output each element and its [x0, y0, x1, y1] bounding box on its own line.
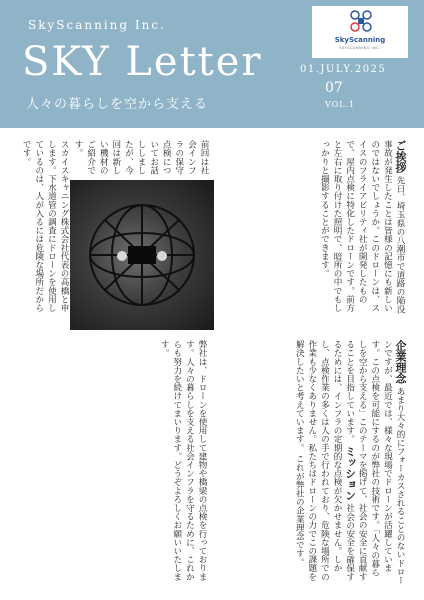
right-lower-text: これが弊社の企業理念です。 — [294, 454, 305, 567]
drone-logo-icon — [350, 10, 372, 32]
philosophy-body: あまり大々的にフォーカスされることのないドローンですが、最近では、様々な現場でドローンが活躍しています。この点検を可能にするのが弊社の技術です。「人々の暮らしを空から支える」このテーマを掲げて、社会の安全に貢献することを目指しています。 — [344, 340, 405, 585]
photo-side-text: 前回は社会インフラの保守点検についてお話ししましたが、今回は新しい機材のご紹介です。 — [73, 140, 209, 175]
issue-number: 07 — [325, 80, 343, 96]
logo-name: SkyScanning — [334, 36, 386, 44]
company-name: SkyScanning Inc. — [28, 18, 166, 32]
business-text: 弊社は、ドローンを使用して建物や橋梁の点検を行っております。人々の暮らしを支える社会インフラを守るために、これからも努力を続けてまいります。どうぞよろしくお願いいたします。 — [159, 340, 207, 581]
intro-text: スカイスキャニング株式会社代表の高橋と申します。下水道管の調査にドローンを使用しているのは、人が入るには危険な場所だからです。 — [21, 140, 69, 312]
business-column — [14, 340, 208, 585]
greeting-column — [216, 140, 406, 320]
mission-body: 社会の安全を確保するためには、インフラの定期的な点検が欠かせません。しかし、点検作業の多くは人の手で行われており、危険な場所での作業も少なくありません。私たちはドローンの力でこの課題を解決したいと考えています。 — [294, 340, 355, 582]
intro-column — [14, 140, 70, 320]
cage-drone-icon — [70, 180, 214, 330]
volume-label: VOL.1 — [325, 100, 356, 109]
philosophy-column — [216, 340, 406, 585]
mission-heading: ミッション — [343, 445, 357, 501]
newsletter-subtitle: 人々の暮らしを空から支える — [26, 97, 209, 112]
issue-date: 01.JULY.2025 — [300, 64, 387, 75]
header-banner — [0, 0, 424, 128]
newsletter-title: SKY Letter — [22, 39, 263, 85]
greeting-heading: ご挨拶 — [394, 140, 407, 173]
drone-photo — [70, 180, 214, 330]
philosophy-heading: 企業理念 — [394, 340, 407, 384]
greeting-body: 先日、埼玉県の八潮市で道路の陥没事故が発生したことは皆様の記憶にも新しいのではないでしょうか。このドローンは、スイスのフライアビリティ社が開発したもので、屋内点検に特化したドローンです。前方と左右に取り付けた照明で、暗所の中でもしっかりと撮影することができます。 — [319, 140, 405, 314]
company-logo — [312, 6, 408, 58]
photo-side-column — [73, 140, 210, 180]
logo-subtitle: SKYSCANNING INC. — [339, 46, 381, 50]
